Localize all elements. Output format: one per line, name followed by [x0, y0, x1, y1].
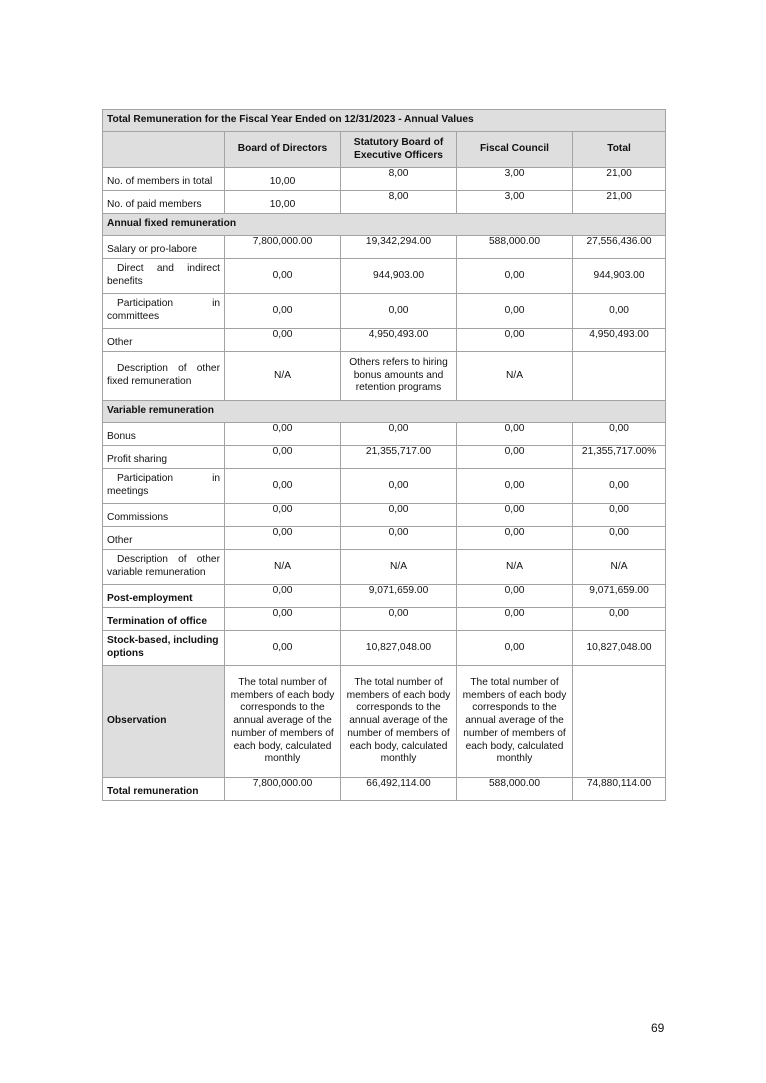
section-row — [103, 214, 666, 236]
cell-value: 0,00 — [457, 423, 573, 446]
cell-value: 0,00 — [573, 504, 666, 527]
row-label: Commissions — [103, 504, 225, 527]
cell-value: 7,800,000.00 — [225, 236, 341, 259]
remuneration-table — [102, 109, 666, 801]
cell-value: N/A — [225, 352, 341, 401]
section-variable: Variable remuneration — [103, 401, 666, 423]
row-label: Stock-based, including options — [103, 631, 225, 666]
cell-value: 0,00 — [225, 504, 341, 527]
cell-value: 0,00 — [457, 469, 573, 504]
table-row — [103, 504, 666, 527]
row-label: Other — [103, 329, 225, 352]
table-row — [103, 527, 666, 550]
table-row — [103, 329, 666, 352]
cell-value: 27,556,436.00 — [573, 236, 666, 259]
cell-value: 0,00 — [573, 469, 666, 504]
cell-value: 0,00 — [573, 527, 666, 550]
cell-value: N/A — [573, 550, 666, 585]
cell-value: 21,355,717.00% — [573, 446, 666, 469]
cell-value: 0,00 — [225, 423, 341, 446]
row-label: Participation in meetings — [103, 469, 225, 504]
cell-value: 7,800,000.00 — [225, 778, 341, 801]
row-label: Other — [103, 527, 225, 550]
cell-value — [573, 352, 666, 401]
table-row — [103, 666, 666, 778]
row-label: Description of other fixed remuneration — [103, 352, 225, 401]
header-fiscal-council: Fiscal Council — [457, 132, 573, 168]
table-row — [103, 352, 666, 401]
cell-value: 21,00 — [573, 191, 666, 214]
cell-value: 0,00 — [457, 527, 573, 550]
page-number: 69 — [651, 1021, 665, 1035]
cell-value: 0,00 — [457, 608, 573, 631]
header-board-of-directors: Board of Directors — [225, 132, 341, 168]
cell-value: 0,00 — [225, 329, 341, 352]
cell-value: 4,950,493.00 — [573, 329, 666, 352]
row-label: Profit sharing — [103, 446, 225, 469]
row-label: Total remuneration — [103, 778, 225, 801]
cell-value: 21,00 — [573, 168, 666, 191]
table-title: Total Remuneration for the Fiscal Year Ended on 12/31/2023 - Annual Values — [103, 110, 666, 132]
cell-value: The total number of members of each body corresponds to the annual average of the number of members of each body, calculated monthly — [341, 666, 457, 778]
row-label: No. of paid members — [103, 191, 225, 214]
cell-value: 0,00 — [457, 329, 573, 352]
cell-value: 0,00 — [457, 504, 573, 527]
cell-value: 10,827,048.00 — [573, 631, 666, 666]
section-row — [103, 401, 666, 423]
table-row — [103, 446, 666, 469]
cell-value: 0,00 — [457, 446, 573, 469]
cell-value: 0,00 — [225, 446, 341, 469]
cell-value: N/A — [225, 550, 341, 585]
cell-value: 4,950,493.00 — [341, 329, 457, 352]
row-label: No. of members in total — [103, 168, 225, 191]
cell-value: 8,00 — [341, 168, 457, 191]
cell-value: 0,00 — [225, 527, 341, 550]
header-total: Total — [573, 132, 666, 168]
cell-value: 0,00 — [573, 423, 666, 446]
header-blank — [103, 132, 225, 168]
cell-value: 10,00 — [225, 191, 341, 214]
cell-value: 10,00 — [225, 168, 341, 191]
cell-value — [573, 666, 666, 778]
row-label: Description of other variable remuneration — [103, 550, 225, 585]
table-row — [103, 585, 666, 608]
cell-value: 0,00 — [225, 631, 341, 666]
table-row — [103, 236, 666, 259]
cell-value: 588,000.00 — [457, 778, 573, 801]
row-label: Participation in committees — [103, 294, 225, 329]
cell-value: 0,00 — [225, 608, 341, 631]
table-row — [103, 423, 666, 446]
cell-value: N/A — [341, 550, 457, 585]
cell-value: The total number of members of each body corresponds to the annual average of the number of members of each body, calculated monthly — [457, 666, 573, 778]
cell-value: 588,000.00 — [457, 236, 573, 259]
cell-value: 0,00 — [341, 504, 457, 527]
cell-value: 0,00 — [225, 585, 341, 608]
cell-value: 0,00 — [225, 469, 341, 504]
cell-value: 21,355,717.00 — [341, 446, 457, 469]
cell-value: 0,00 — [341, 423, 457, 446]
cell-value: 0,00 — [341, 469, 457, 504]
cell-value: 10,827,048.00 — [341, 631, 457, 666]
cell-value: 0,00 — [341, 608, 457, 631]
cell-value: 0,00 — [457, 631, 573, 666]
cell-value: 0,00 — [573, 608, 666, 631]
cell-value: 74,880,114.00 — [573, 778, 666, 801]
table-row — [103, 168, 666, 191]
cell-value: 0,00 — [457, 585, 573, 608]
row-label: Direct and indirect benefits — [103, 259, 225, 294]
table-row — [103, 259, 666, 294]
cell-value: 0,00 — [225, 294, 341, 329]
cell-value: Others refers to hiring bonus amounts and retention programs — [341, 352, 457, 401]
cell-value: The total number of members of each body corresponds to the annual average of the number of members of each body, calculated monthly — [225, 666, 341, 778]
cell-value: 19,342,294.00 — [341, 236, 457, 259]
row-label: Salary or pro-labore — [103, 236, 225, 259]
table-row — [103, 778, 666, 801]
section-annual-fixed: Annual fixed remuneration — [103, 214, 666, 236]
cell-value: 0,00 — [225, 259, 341, 294]
cell-value: N/A — [457, 550, 573, 585]
cell-value: 0,00 — [341, 294, 457, 329]
row-label: Observation — [103, 666, 225, 778]
cell-value: 9,071,659.00 — [341, 585, 457, 608]
table-row — [103, 294, 666, 329]
table-row — [103, 631, 666, 666]
cell-value: 0,00 — [457, 259, 573, 294]
cell-value: 0,00 — [341, 527, 457, 550]
cell-value: N/A — [457, 352, 573, 401]
row-label: Bonus — [103, 423, 225, 446]
table-row — [103, 191, 666, 214]
table-row — [103, 469, 666, 504]
table-row — [103, 550, 666, 585]
cell-value: 3,00 — [457, 168, 573, 191]
row-label: Post-employment — [103, 585, 225, 608]
cell-value: 66,492,114.00 — [341, 778, 457, 801]
cell-value: 3,00 — [457, 191, 573, 214]
cell-value: 0,00 — [457, 294, 573, 329]
cell-value: 9,071,659.00 — [573, 585, 666, 608]
header-statutory-board: Statutory Board of Executive Officers — [341, 132, 457, 168]
cell-value: 944,903.00 — [341, 259, 457, 294]
cell-value: 0,00 — [573, 294, 666, 329]
cell-value: 944,903.00 — [573, 259, 666, 294]
row-label: Termination of office — [103, 608, 225, 631]
table-row — [103, 608, 666, 631]
cell-value: 8,00 — [341, 191, 457, 214]
